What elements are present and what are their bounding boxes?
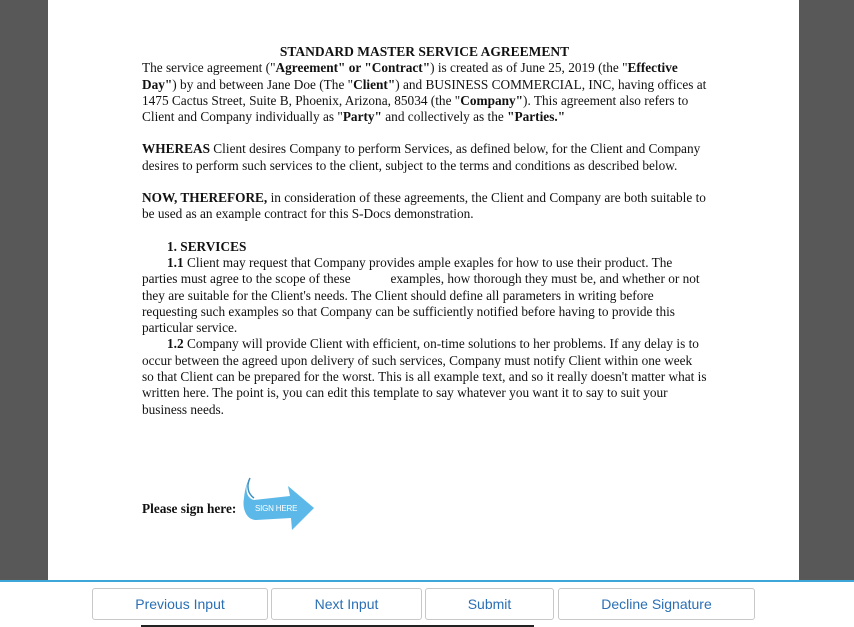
sign-here-arrow-icon xyxy=(242,474,317,532)
signing-toolbar xyxy=(0,580,854,627)
clause-indent xyxy=(142,336,167,351)
signature-row xyxy=(142,474,442,534)
now-therefore-paragraph xyxy=(142,190,707,223)
now-therefore-text: in consideration of these agreements, the Client and Company are both suitable to be used as an example contract for this S-Docs demonstration. xyxy=(142,190,706,222)
clause-1-1 xyxy=(142,255,707,336)
intro-text-5: ). This agreement also refers to Client and Company individually as " xyxy=(142,92,689,125)
sign-here-arrow[interactable] xyxy=(242,474,317,532)
intro-bold-parties: "Parties." xyxy=(507,109,566,125)
spacer xyxy=(142,174,707,190)
now-therefore-bold: NOW, THEREFORE, xyxy=(142,190,268,206)
section-heading-services xyxy=(142,239,707,255)
submit-button[interactable]: Submit xyxy=(425,588,554,620)
document-page xyxy=(48,0,799,580)
intro-text-3: ) by and between Jane Doe (The " xyxy=(172,76,354,92)
intro-text-4: ) and BUSINESS COMMERCIAL, INC, having offices at 1475 Cactus Street, Suite B, Phoenix, Arizona, 85034 (the " xyxy=(142,76,707,108)
clause-indent xyxy=(142,255,167,270)
clause-1-1-number: 1.1 xyxy=(167,254,184,270)
spacer xyxy=(142,125,707,141)
intro-bold-client: Client" xyxy=(353,76,396,92)
intro-bold-agreement: Agreement" or "Contract" xyxy=(275,60,431,76)
next-input-button[interactable]: Next Input xyxy=(271,588,422,620)
clause-1-2-number: 1.2 xyxy=(167,336,184,352)
agreement-body xyxy=(142,44,707,418)
clause-1-2-text: Company will provide Client with efficient, on-time solutions to her problems. If any delay is to occur between the agreed upon delivery of such services, Company must notify Client within one week so that Client can be prepared for the worst. This is all example text, and so it really doesn't matter what is written here. The point is, you can edit this template to say whatever you want it to say to suit your business needs. xyxy=(142,336,707,417)
intro-text-2: ) is created as of June 25, 2019 (the " xyxy=(430,60,628,76)
decline-signature-button[interactable]: Decline Signature xyxy=(558,588,755,620)
whereas-bold: WHEREAS xyxy=(142,141,210,157)
clause-1-1-text: Client may request that Company provides ample exaples for how to use their product. The parties must agree to the scope of these examples, how thorough they must be, and whether or not they are suitable for the Client's needs. The Client should define all parameters in writing before requesting such examples so that Company can be sufficiently notified before having to provide this particular service. xyxy=(142,254,703,336)
spacer xyxy=(142,223,707,239)
sign-here-text: SIGN HERE xyxy=(255,504,298,513)
document-title: STANDARD MASTER SERVICE AGREEMENT xyxy=(279,44,570,59)
intro-bold-effective-day: Effective Day" xyxy=(142,60,678,92)
intro-bold-company: Company" xyxy=(460,92,524,108)
intro-bold-party: Party" xyxy=(342,109,382,125)
clause-1-2 xyxy=(142,336,707,417)
intro-text-6: and collectively as the xyxy=(381,109,508,125)
whereas-text: Client desires Company to perform Services, as defined below, for the Client and Company desires to perform such services to the client, subject to the terms and conditions as described below. xyxy=(142,141,701,173)
intro-text-1: The service agreement (" xyxy=(142,60,276,76)
section-heading-text: 1. SERVICES xyxy=(167,238,247,254)
intro-paragraph xyxy=(142,60,707,125)
sign-label: Please sign here: xyxy=(142,501,237,516)
whereas-paragraph xyxy=(142,141,707,174)
previous-input-button[interactable]: Previous Input xyxy=(92,588,268,620)
